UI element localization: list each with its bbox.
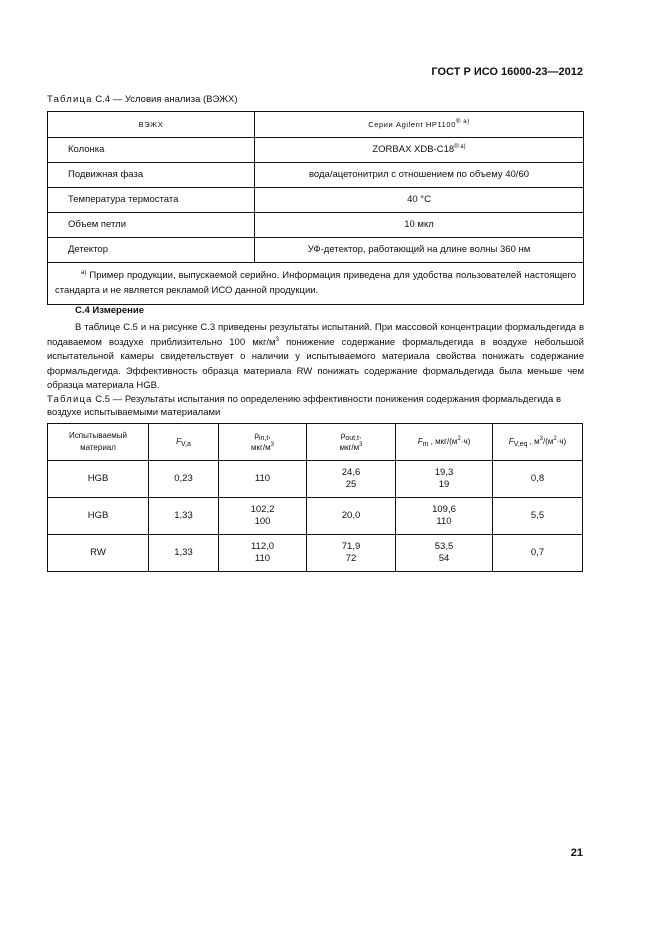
- table-row: [48, 238, 584, 263]
- table-row: [48, 188, 584, 213]
- fm-cell: 53,5 54: [396, 535, 493, 572]
- table-footnote: $^{а)}$ Пример продукции, выпускаемой серийно. Информация приведена для удобства пользователей настоящего стандарта и не является рекламой ИСО данной продукции.: [48, 263, 584, 305]
- rho-in-cell: 112,0 110: [219, 535, 307, 572]
- rho-out-cell: 20,0: [307, 498, 396, 535]
- rho-in-cell: 110: [219, 461, 307, 498]
- header-cell-hplc: ВЭЖХ: [48, 112, 255, 138]
- rho-in-cell: 102,2 100: [219, 498, 307, 535]
- value-cell: ZORBAX XDB-$C18^{® а)}$: [255, 138, 584, 163]
- table-row: [48, 498, 583, 535]
- table-label: Таблица: [47, 394, 93, 405]
- header-cell-fm: $F_m$ , мкг/$(м^2\cdot ч)$: [396, 424, 493, 461]
- table-5-caption: [47, 393, 584, 419]
- table-row: [48, 535, 583, 572]
- fv-cell: 1,33: [149, 498, 219, 535]
- table-row: [48, 163, 584, 188]
- fm-cell: 19,3 19: [396, 461, 493, 498]
- table-header-row: [48, 424, 583, 461]
- page-number: 21: [570, 847, 583, 859]
- header-cell-material: Испытываемый материал: [48, 424, 149, 461]
- table-caption-text: С.5 — Результаты испытания по определению эффективности понижения содержания формальдегида в воздухе испытываемыми материалами: [47, 394, 562, 418]
- fv-eq-cell: 0,8: [493, 461, 583, 498]
- value-cell: 40 °С: [255, 188, 584, 213]
- table-header-row: [48, 112, 584, 138]
- param-cell: Объем петли: [48, 213, 255, 238]
- document-header: ГОСТ Р ИСО 16000-23—2012: [431, 66, 583, 78]
- table-row: [48, 461, 583, 498]
- table-4-caption: [47, 93, 238, 106]
- rho-out-cell: 24,6 25: [307, 461, 396, 498]
- material-cell: HGB: [48, 461, 149, 498]
- table-4-hplc-conditions: [47, 111, 584, 305]
- table-row: [48, 213, 584, 238]
- header-cell-rho-out: $\rho_{out,t}$, мкг/$м^3$: [307, 424, 396, 461]
- value-cell: вода/ацетонитрил с отношением по объему 40/60: [255, 163, 584, 188]
- fv-eq-cell: 0,7: [493, 535, 583, 572]
- table-note-row: [48, 263, 584, 305]
- section-title: С.4 Измерение: [75, 305, 144, 316]
- table-label: Таблица: [47, 94, 93, 105]
- param-cell: Температура термостата: [48, 188, 255, 213]
- table-row: [48, 138, 584, 163]
- param-cell: Подвижная фаза: [48, 163, 255, 188]
- fv-cell: 1,33: [149, 535, 219, 572]
- material-cell: HGB: [48, 498, 149, 535]
- fv-cell: 0,23: [149, 461, 219, 498]
- section-paragraph: В таблице С.5 и на рисунке С.3 приведены результаты испытаний. При массовой концентрации формальдегида в подаваемом воздухе приблизительно 100 мкг/$м^3$ понижение содержание формальдегида в воздухе небольшой испытательной камеры свидетельствует о наличии у испытываемого материала свойства понижать содержание формальдегида. Эффективность образца материала RW понижать содержание формальдегида была меньше чем образца материала HGB.: [47, 322, 584, 391]
- header-cell-rho-in: $\rho_{in,t}$, мкг/$м^3$: [219, 424, 307, 461]
- param-cell: Детектор: [48, 238, 255, 263]
- header-cell-fv-eq: $F_{V,eq}$ , $м^3/(м^2\cdot ч)$: [493, 424, 583, 461]
- value-cell: 10 мкл: [255, 213, 584, 238]
- header-cell-series: Серии Agilent $HP1100^{® а)}$: [255, 112, 584, 138]
- value-cell: УФ-детектор, работающий на длине волны 360 нм: [255, 238, 584, 263]
- param-cell: Колонка: [48, 138, 255, 163]
- rho-out-cell: 71,9 72: [307, 535, 396, 572]
- table-caption-text: С.4 — Условия анализа (ВЭЖХ): [95, 94, 238, 105]
- fm-cell: 109,6 110: [396, 498, 493, 535]
- header-cell-fv: $F_{V,a}$: [149, 424, 219, 461]
- table-5-results: [47, 423, 583, 572]
- material-cell: RW: [48, 535, 149, 572]
- fv-eq-cell: 5,5: [493, 498, 583, 535]
